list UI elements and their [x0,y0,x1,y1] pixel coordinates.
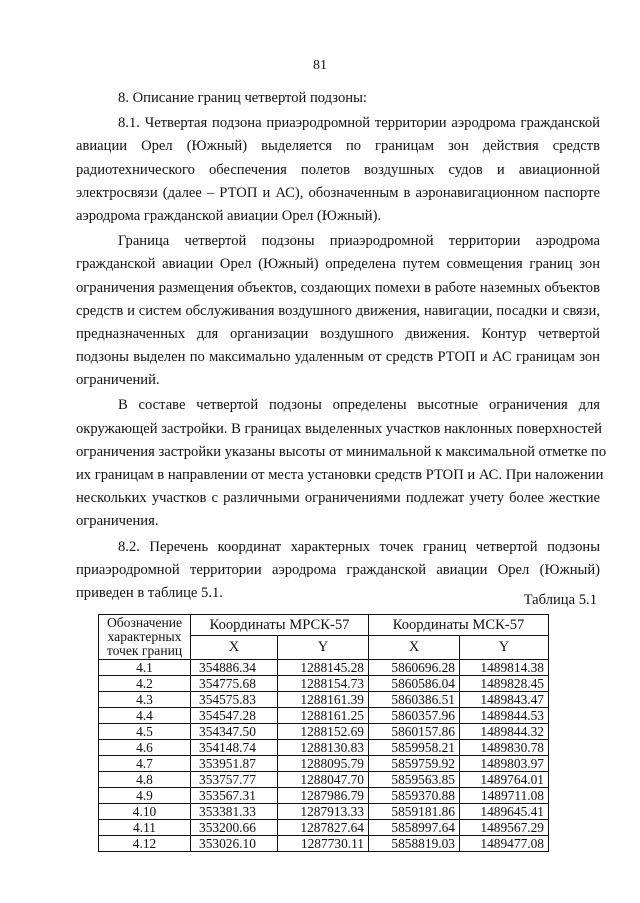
cell-y-mrsk: 1288161.39 [278,692,369,708]
cell-x-mrsk: 353757.77 [191,772,278,788]
text-line: 8.1. Четвертая подзона приаэродромной территории аэродрома гражданской [118,115,600,132]
text-line: средств и систем обслуживания воздушного движения, навигации, посадки и связи, [76,302,600,319]
cell-y-msk: 1489814.38 [460,660,549,676]
text-line: предназначенных для организации воздушного движения. Контур четвертой [76,325,600,342]
cell-y-msk: 1489803.97 [460,756,549,772]
text-line: ограничения застройки указаны высоты от минимальной к максимальной отметке по [76,443,607,460]
table-row [99,708,549,724]
cell-y-mrsk: 1288095.79 [278,756,369,772]
table-body [99,660,549,852]
cell-x-msk: 5859563.85 [369,772,460,788]
cell-y-msk: 1489567.29 [460,820,549,836]
table-row [99,660,549,676]
cell-y-mrsk: 1288047.70 [278,772,369,788]
cell-y-mrsk: 1288152.69 [278,724,369,740]
text-line: ограничения размещения объектов, создающих помехи в работе наземных объектов [76,279,600,296]
cell-x-msk: 5859181.86 [369,804,460,820]
cell-point: 4.1 [99,660,191,676]
table-row [99,724,549,740]
cell-point: 4.4 [99,708,191,724]
cell-y-mrsk: 1287730.11 [278,836,369,852]
page-number: 81 [313,58,327,73]
coordinates-table [98,614,549,852]
cell-x-mrsk: 353200.66 [191,820,278,836]
cell-x-msk: 5860157.86 [369,724,460,740]
text-line: нескольких участков с различными ограничениями подлежат учету более жесткие [76,490,600,507]
text-line: подзоны выделен по максимально удаленным от средств РТОП и АС границам зон [76,349,600,366]
cell-x-mrsk: 353026.10 [191,836,278,852]
table-row [99,740,549,756]
cell-point: 4.12 [99,836,191,852]
cell-y-msk: 1489844.53 [460,708,549,724]
cell-y-mrsk: 1288161.25 [278,708,369,724]
cell-x-msk: 5859759.92 [369,756,460,772]
paragraph-border [76,230,600,392]
cell-x-mrsk: 353567.31 [191,788,278,804]
document-body [76,87,607,607]
paragraph-height-limits [76,394,607,533]
cell-y-msk: 1489844.32 [460,724,549,740]
text-line: приаэродромной территории аэродрома гражданской авиации Орел (Южный) [76,561,600,578]
cell-x-mrsk: 354575.83 [191,692,278,708]
header-x-msk: X [369,636,460,660]
header-y-mrsk: Y [278,636,369,660]
cell-y-mrsk: 1287913.33 [278,804,369,820]
table-row [99,836,549,852]
cell-x-msk: 5860586.04 [369,676,460,692]
cell-x-msk: 5860357.96 [369,708,460,724]
text-line: радиотехнического обеспечения полетов воздушных судов и авиационной [76,161,600,178]
cell-x-msk: 5859370.88 [369,788,460,804]
cell-y-mrsk: 1288145.28 [278,660,369,676]
text-line: ограничений. [76,372,160,389]
section-title: 8. Описание границ четвертой подзоны: [118,90,367,106]
text-line: приведен в таблице 5.1. [76,584,223,601]
table-row [99,676,549,692]
text-line: электросвязи (далее – РТОП и АС), обозначенным в аэронавигационном паспорте [76,184,600,201]
table-header-row [99,615,549,636]
cell-x-mrsk: 353381.33 [191,804,278,820]
header-mrsk57: Координаты МРСК-57 [191,615,369,636]
cell-y-msk: 1489830.78 [460,740,549,756]
cell-y-msk: 1489764.01 [460,772,549,788]
cell-x-mrsk: 354775.68 [191,676,278,692]
cell-point: 4.3 [99,692,191,708]
cell-x-mrsk: 354886.34 [191,660,278,676]
table-row [99,804,549,820]
cell-y-mrsk: 1287986.79 [278,788,369,804]
text-line: В составе четвертой подзоны определены высотные ограничения для [118,397,600,414]
cell-point: 4.11 [99,820,191,836]
cell-x-msk: 5858819.03 [369,836,460,852]
text-line: 8.2. Перечень координат характерных точек границ четвертой подзоны [118,538,600,555]
cell-point: 4.8 [99,772,191,788]
text-line: их границам в направлении от места установки средств РТОП и АС. При наложении [76,467,604,484]
cell-y-msk: 1489711.08 [460,788,549,804]
cell-point: 4.10 [99,804,191,820]
header-msk57: Координаты МСК-57 [369,615,549,636]
cell-y-mrsk: 1288154.73 [278,676,369,692]
cell-x-msk: 5859958.21 [369,740,460,756]
table-row [99,756,549,772]
cell-point: 4.7 [99,756,191,772]
cell-y-mrsk: 1287827.64 [278,820,369,836]
table-row [99,788,549,804]
table-row [99,692,549,708]
header-y-msk: Y [460,636,549,660]
cell-point: 4.6 [99,740,191,756]
cell-y-msk: 1489828.45 [460,676,549,692]
text-line: аэродрома гражданской авиации Орел (Южный). [76,207,382,224]
cell-point: 4.9 [99,788,191,804]
table-caption: Таблица 5.1 [523,592,597,608]
cell-y-msk: 1489843.47 [460,692,549,708]
table-row [99,820,549,836]
cell-x-mrsk: 354347.50 [191,724,278,740]
cell-x-msk: 5860386.51 [369,692,460,708]
cell-point: 4.2 [99,676,191,692]
paragraph-8-1 [76,112,600,228]
table-row [99,772,549,788]
text-line: окружающей застройки. В границах выделенных участков наклонных поверхностей [76,420,602,437]
header-point-label: Обозначение характерных точек границ [99,615,191,660]
cell-x-mrsk: 354148.74 [191,740,278,756]
cell-x-msk: 5858997.64 [369,820,460,836]
cell-x-mrsk: 353951.87 [191,756,278,772]
cell-y-msk: 1489645.41 [460,804,549,820]
text-line: авиации Орел (Южный) выделяется по границам зон действия средств [76,138,600,155]
text-line: гражданской авиации Орел (Южный) определена путем совмещения границ зон [76,256,600,273]
cell-x-mrsk: 354547.28 [191,708,278,724]
text-line: ограничения. [76,513,159,530]
cell-y-mrsk: 1288130.83 [278,740,369,756]
cell-x-msk: 5860696.28 [369,660,460,676]
cell-y-msk: 1489477.08 [460,836,549,852]
text-line: Граница четвертой подзоны приаэродромной территории аэродрома [118,233,600,250]
cell-point: 4.5 [99,724,191,740]
header-x-mrsk: X [191,636,278,660]
